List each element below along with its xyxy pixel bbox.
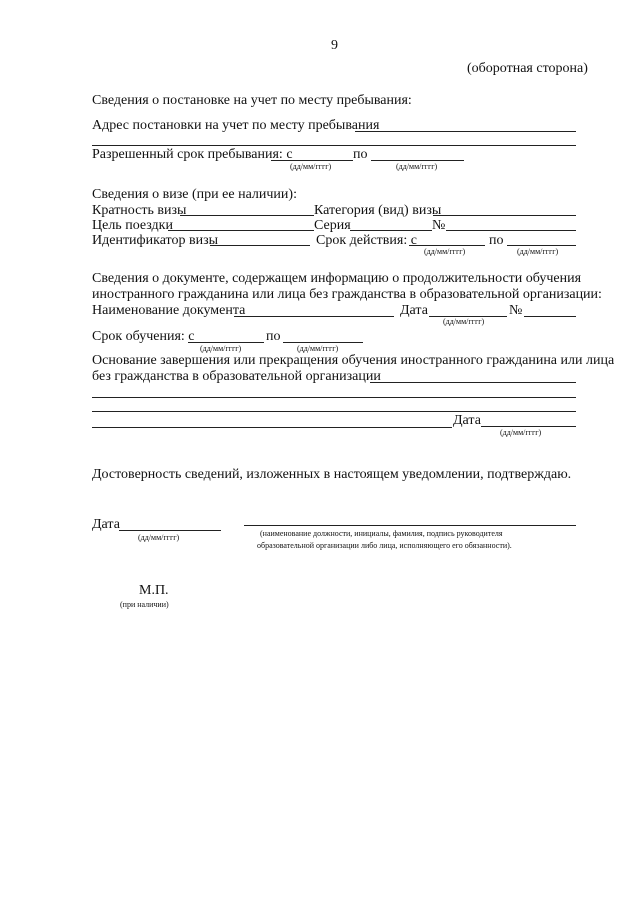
stay-period-label: Разрешенный срок пребывания: с bbox=[92, 147, 293, 162]
visa-multiplicity-field[interactable] bbox=[180, 215, 314, 216]
education-number-label: № bbox=[509, 303, 523, 318]
visa-series-label: Серия bbox=[314, 218, 351, 233]
page-number: 9 bbox=[331, 38, 338, 53]
signature-hint-line2: образовательной организации либо лица, исполняющего его обязанности). bbox=[257, 541, 512, 550]
stay-period-from-field[interactable] bbox=[271, 160, 353, 161]
visa-validity-from-field[interactable] bbox=[409, 245, 485, 246]
visa-validity-to-label: по bbox=[489, 233, 504, 248]
visa-identifier-label: Идентификатор визы bbox=[92, 233, 219, 248]
stay-period-to-field[interactable] bbox=[371, 160, 464, 161]
visa-validity-to-field[interactable] bbox=[507, 245, 576, 246]
education-number-field[interactable] bbox=[524, 316, 576, 317]
education-paragraph-line2: иностранного гражданина или лица без гражданства в образовательной организации: bbox=[92, 287, 602, 302]
signature-hint-line1: (наименование должности, инициалы, фамилия, подпись руководителя bbox=[260, 529, 503, 538]
stay-address-label: Адрес постановки на учет по месту пребывания bbox=[92, 118, 380, 133]
visa-series-field[interactable] bbox=[350, 230, 432, 231]
education-termination-field-3[interactable] bbox=[92, 411, 576, 412]
stay-address-field[interactable] bbox=[355, 131, 576, 132]
stay-period-to-hint: (дд/мм/гггг) bbox=[396, 162, 438, 171]
visa-identifier-field[interactable] bbox=[210, 245, 310, 246]
confirmation-date-hint: (дд/мм/гггг) bbox=[138, 533, 180, 542]
visa-validity-to-hint: (дд/мм/гггг) bbox=[517, 247, 559, 256]
education-study-from-hint: (дд/мм/гггг) bbox=[200, 344, 242, 353]
confirmation-date-field[interactable] bbox=[119, 530, 221, 531]
confirmation-text: Достоверность сведений, изложенных в настоящем уведомлении, подтверждаю. bbox=[92, 467, 572, 482]
visa-number-label: № bbox=[432, 218, 446, 233]
visa-category-field[interactable] bbox=[433, 215, 576, 216]
education-study-to-field[interactable] bbox=[283, 342, 363, 343]
education-study-to-hint: (дд/мм/гггг) bbox=[297, 344, 339, 353]
signature-field[interactable] bbox=[244, 525, 576, 526]
education-date-label-2: Дата bbox=[453, 413, 481, 428]
education-date-hint-2: (дд/мм/гггг) bbox=[500, 428, 542, 437]
visa-heading: Сведения о визе (при ее наличии): bbox=[92, 187, 297, 202]
stamp-label: М.П. bbox=[139, 583, 169, 598]
education-doc-name-field[interactable] bbox=[234, 316, 394, 317]
visa-category-label: Категория (вид) визы bbox=[314, 203, 442, 218]
education-date-label: Дата bbox=[400, 303, 428, 318]
education-study-to-label: по bbox=[266, 329, 281, 344]
education-termination-field[interactable] bbox=[370, 382, 576, 383]
education-date-hint: (дд/мм/гггг) bbox=[443, 317, 485, 326]
education-study-period-label: Срок обучения: с bbox=[92, 329, 195, 344]
visa-number-field[interactable] bbox=[446, 230, 576, 231]
side-label: (оборотная сторона) bbox=[467, 61, 588, 76]
stamp-note: (при наличии) bbox=[120, 600, 169, 609]
education-termination-line2: без гражданства в образовательной организации bbox=[92, 369, 381, 384]
stay-heading: Сведения о постановке на учет по месту пребывания: bbox=[92, 93, 412, 108]
stay-period-to-label: по bbox=[353, 147, 368, 162]
education-termination-line1: Основание завершения или прекращения обучения иностранного гражданина или лица bbox=[92, 353, 615, 368]
education-date-field-2[interactable] bbox=[481, 426, 576, 427]
education-termination-field-2[interactable] bbox=[92, 397, 576, 398]
education-doc-name-label: Наименование документа bbox=[92, 303, 246, 318]
visa-validity-from-hint: (дд/мм/гггг) bbox=[424, 247, 466, 256]
stay-period-from-hint: (дд/мм/гггг) bbox=[290, 162, 332, 171]
education-termination-field-4[interactable] bbox=[92, 427, 452, 428]
visa-validity-label: Срок действия: с bbox=[316, 233, 417, 248]
visa-multiplicity-label: Кратность визы bbox=[92, 203, 187, 218]
visa-purpose-label: Цель поездки bbox=[92, 218, 173, 233]
education-paragraph-line1: Сведения о документе, содержащем информацию о продолжительности обучения bbox=[92, 271, 582, 286]
education-study-from-field[interactable] bbox=[188, 342, 264, 343]
confirmation-date-label: Дата bbox=[92, 517, 120, 532]
stay-address-field-2[interactable] bbox=[92, 145, 576, 146]
visa-purpose-field[interactable] bbox=[168, 230, 314, 231]
